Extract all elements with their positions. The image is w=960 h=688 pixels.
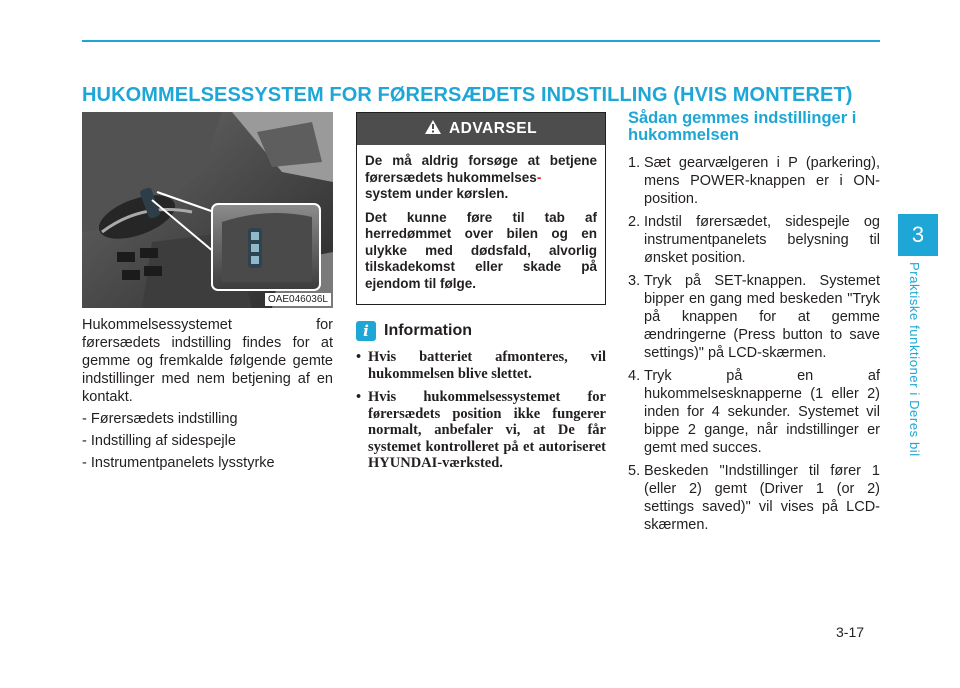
warning-heading: ADVARSEL bbox=[448, 120, 538, 137]
step-item: 5. Beskeden "Indstillinger til fører 1 (eller 2) gemt (Driver 1 (or 2) settings saved)" vil vises på LCD-skærmen. bbox=[628, 463, 880, 533]
warning-box bbox=[356, 112, 606, 305]
information-header bbox=[356, 321, 606, 341]
bullet-text: Hvis batteriet afmonteres, vil hukommelsen blive slettet. bbox=[368, 349, 606, 382]
information-list bbox=[356, 349, 606, 472]
step-text: Tryk på en af hukommelsesknapperne (1 eller 2) inden for 4 sekunder. Systemet vil bippe 2 gange, når indstillinger er gemt med succes. bbox=[644, 368, 880, 456]
step-text: Sæt gearvælgeren i P (parkering), mens POWER-knappen er i ON-position. bbox=[644, 155, 880, 207]
list-item: - Instrumentpanelets lysstyrke bbox=[82, 455, 275, 471]
list-item: • Hvis hukommelsessystemet for førersædets position ikke fungerer normalt, anbefaler vi, at De får systemet kontrolleret på et autoriseret HYUNDAI-værksted. bbox=[356, 389, 606, 471]
page-number: 3-17 bbox=[836, 624, 865, 640]
bullet-text: Hvis hukommelsessystemet for førersædets position ikke fungerer normalt, anbefaler vi, at De får systemet kontrolleret på et autoriseret HYUNDAI-værksted. bbox=[368, 389, 606, 471]
step-item: 4. Tryk på en af hukommelsesknapperne (1 eller 2) inden for 4 sekunder. Systemet vil bippe 2 gange, når indstillinger er gemt med succes. bbox=[628, 368, 880, 456]
warning-paragraph-2: Det kunne føre til tab af herredømmet over bilen og en ulykke med dødsfald, alvorlig tilskadekomst eller skade på ejendom til følge. bbox=[365, 209, 597, 291]
warning-paragraph-1 bbox=[365, 153, 597, 203]
list-item: - Indstilling af sidespejle bbox=[82, 433, 236, 449]
step-item: 3. Tryk på SET-knappen. Systemet bipper en gang med beskeden "Tryk på knappen for at gemme ændringerne (Press button to save settings)" på LCD-skærmen. bbox=[628, 273, 880, 361]
door-memory-buttons-photo bbox=[82, 112, 333, 308]
warning-header bbox=[357, 113, 605, 145]
list-item: • Hvis batteriet afmonteres, vil hukommelsen blive slettet. bbox=[356, 349, 606, 382]
page-title: HUKOMMELSESSYSTEM FOR FØRERSÆDETS INDSTILLING (HVIS MONTERET) bbox=[82, 84, 853, 106]
warning-info-column bbox=[356, 112, 606, 479]
step-text: Beskeden "Indstillinger til fører 1 (eller 2) gemt (Driver 1 (or 2) settings saved)" vil vises på LCD-skærmen. bbox=[644, 463, 880, 533]
information-title: Information bbox=[384, 322, 472, 339]
memory-steps-column bbox=[628, 110, 880, 539]
top-rule bbox=[82, 40, 880, 42]
figure-code: OAE046036L bbox=[265, 293, 331, 306]
steps-list bbox=[628, 154, 880, 534]
list-item: - Førersædets indstilling bbox=[82, 411, 238, 427]
door-panel-illustration bbox=[82, 112, 333, 308]
chapter-label: Praktiske funktioner i Deres bil bbox=[907, 262, 922, 457]
intro-column bbox=[82, 112, 333, 472]
warning-text: system under kørslen. bbox=[365, 186, 509, 201]
section-title: Sådan gemmes indstillinger i hukommelsen bbox=[628, 109, 857, 144]
intro-paragraph: Hukommelsessystemet for førersædets indstilling findes for at gemme og fremkalde følgende gemte indstillinger med nem betjening af en kontakt. bbox=[82, 317, 333, 405]
step-text: Indstil førersædet, sidespejle og instrumentpanelets belysning til ønsket position. bbox=[644, 214, 880, 266]
chapter-tab: 3 bbox=[898, 214, 938, 256]
warning-body bbox=[357, 145, 605, 304]
step-item: 1. Sæt gearvælgeren i P (parkering), mens POWER-knappen er i ON-position. bbox=[628, 155, 880, 207]
step-text: Tryk på SET-knappen. Systemet bipper en gang med beskeden "Tryk på knappen for at gemme ændringerne (Press button to save settings)" på LCD-skærmen. bbox=[644, 273, 880, 361]
info-icon: i bbox=[356, 321, 376, 341]
step-item: 2. Indstil førersædet, sidespejle og instrumentpanelets belysning til ønsket position. bbox=[628, 214, 880, 266]
warning-text: De må aldrig forsøge at betjene førersædets hukommelses bbox=[365, 153, 597, 185]
hyphen-mark: - bbox=[536, 169, 542, 185]
warning-triangle-icon bbox=[425, 120, 441, 139]
